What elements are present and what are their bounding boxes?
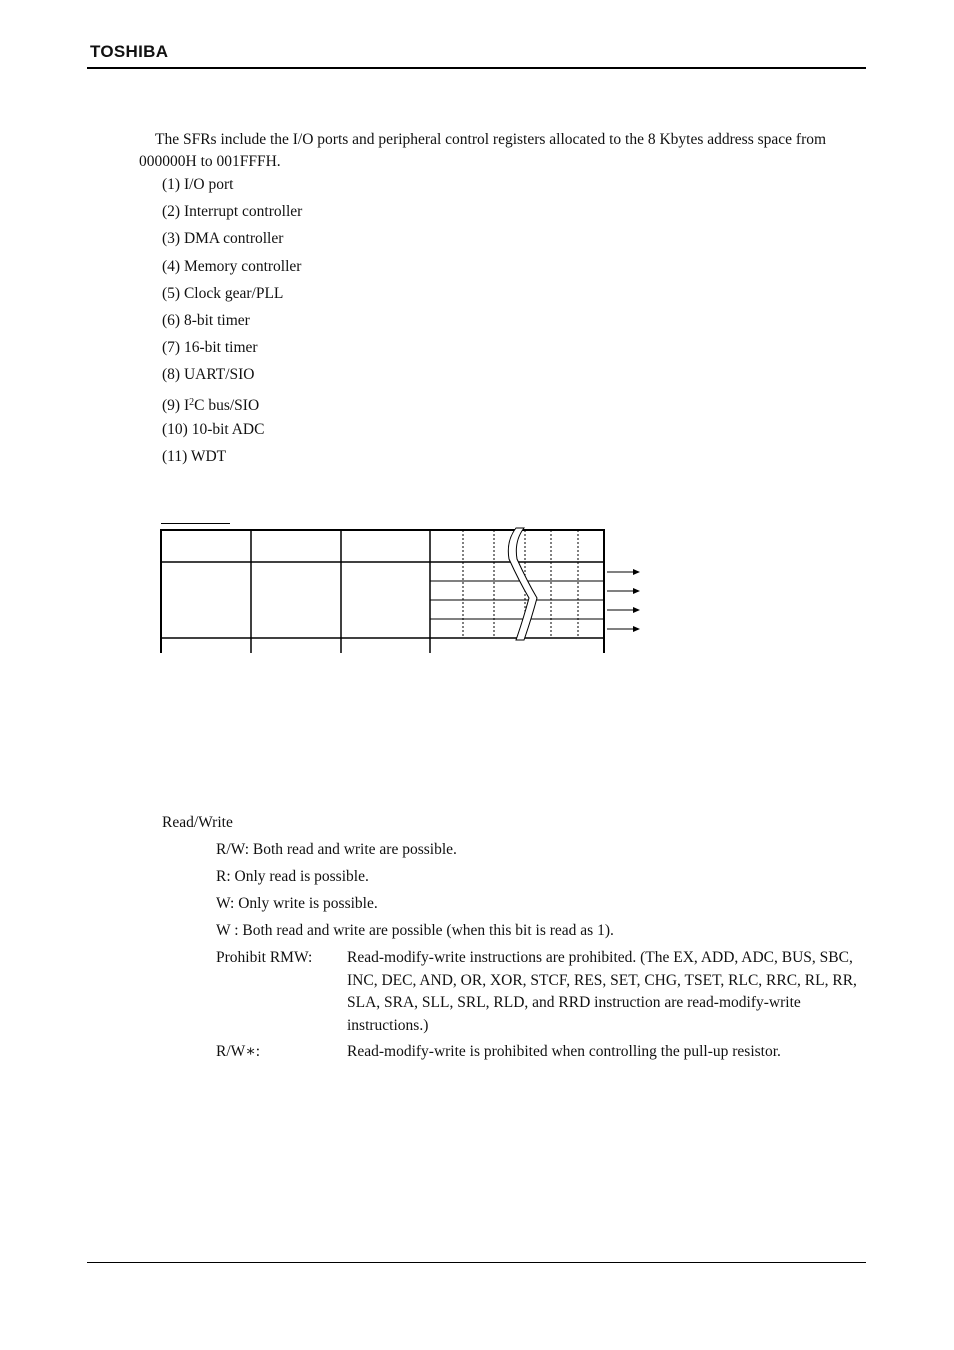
read-write-heading: Read/Write — [162, 814, 233, 831]
footer-rule — [87, 1262, 866, 1263]
toshiba-logo: TOSHIBA — [90, 42, 169, 61]
list-item-text: C bus/SIO — [194, 396, 260, 414]
list-item: (1) I/O port — [162, 176, 234, 193]
sfr-list — [162, 173, 302, 472]
list-item: (10) 10-bit ADC — [162, 420, 265, 438]
list-item: (8) UART/SIO — [162, 366, 255, 384]
intro-paragraph: The SFRs include the I/O ports and peripheral control registers allocated to the 8 Kbytes address space from 000000H to 001FFFH. — [139, 131, 827, 170]
list-item: (4) Memory controller — [162, 257, 302, 275]
list-item: (5) Clock gear/PLL — [162, 284, 284, 302]
rw-definition-term: Prohibit RMW: — [216, 949, 313, 966]
rw-item: R: Only read is possible. — [216, 868, 369, 885]
rw-definition-term: R/W∗: — [216, 1043, 261, 1060]
arrow-icons — [607, 569, 640, 632]
rw-item: R/W: Both read and write are possible. — [216, 841, 457, 858]
list-item — [162, 391, 302, 418]
list-item: (2) Interrupt controller — [162, 203, 303, 221]
rw-definition-desc: Read-modify-write is prohibited when controlling the pull-up resistor. — [347, 1043, 781, 1060]
list-item: (7) 16-bit timer — [162, 339, 258, 357]
rw-definition — [216, 1041, 866, 1064]
superscript: 2 — [189, 396, 195, 408]
rw-definition — [216, 947, 866, 1037]
list-item: (6) 8-bit timer — [162, 311, 250, 329]
table-outline — [161, 530, 604, 653]
bit-column-dividers — [463, 530, 578, 638]
list-item: (11) WDT — [162, 447, 227, 465]
list-item: (3) DMA controller — [162, 230, 284, 248]
header-rule — [87, 67, 866, 69]
rw-definition-desc: Read-modify-write instructions are prohibited. (The EX, ADD, ADC, BUS, SBC, INC, DEC, AND, OR, XOR, STCF, RES, SET, CHG, TSET, RLC, RRC, RL, RR, SLA, SRA, SLL, SRL, RLD, and RRD instruction are read-modify-write instructions.) — [347, 949, 857, 1034]
rw-item: W : Both read and write are possible (when this bit is read as 1). — [216, 922, 614, 939]
list-item-text: (9) I — [162, 396, 190, 414]
rw-item: W: Only write is possible. — [216, 895, 378, 912]
omission-break — [508, 528, 537, 640]
register-table-diagram — [159, 521, 644, 655]
